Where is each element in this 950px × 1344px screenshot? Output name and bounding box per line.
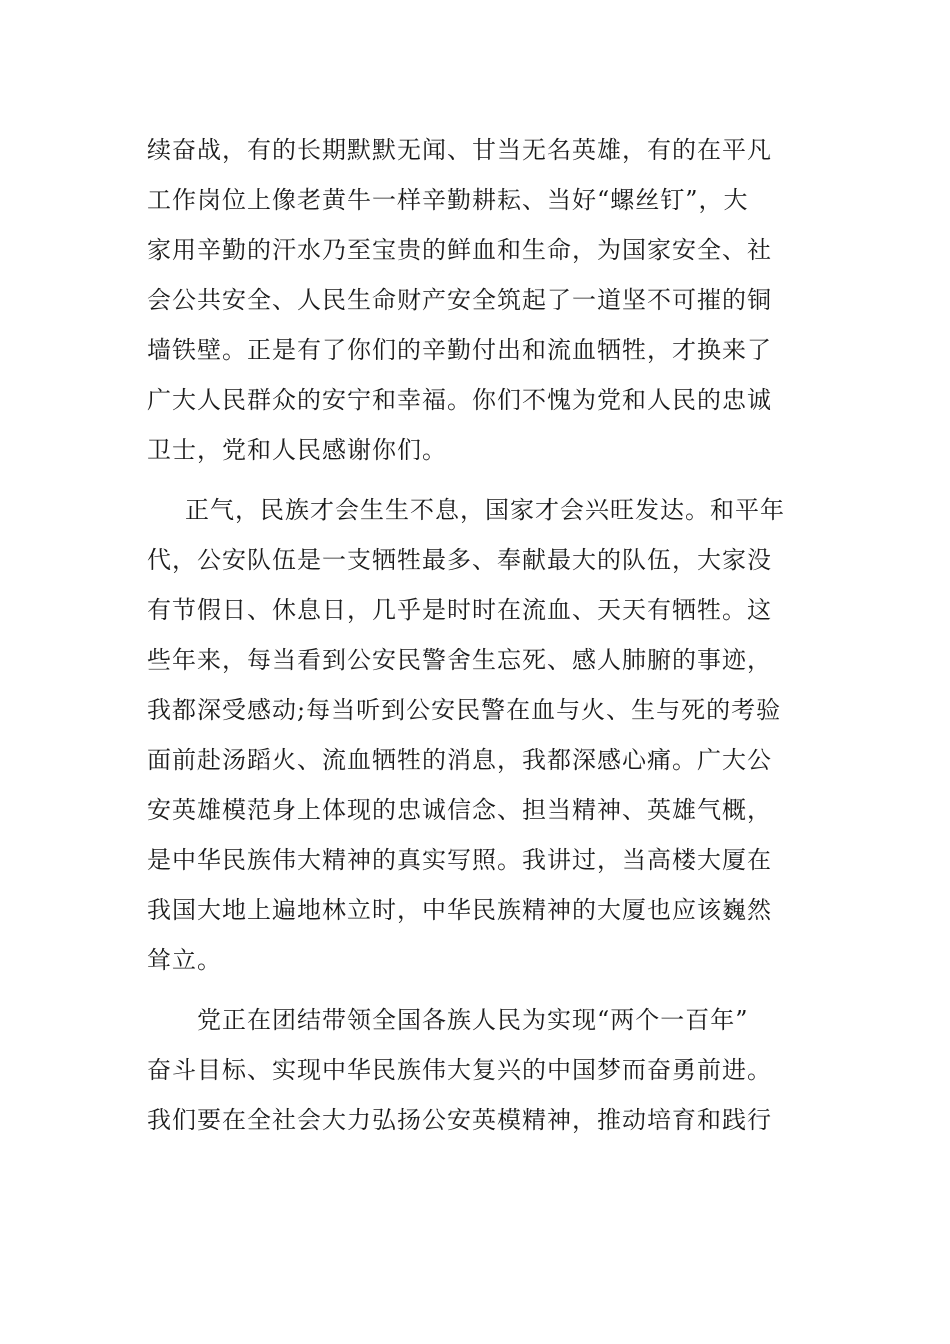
paragraph-3-line-1: 党正在团结带领全国各族人民为实现“两个一百年” (197, 1006, 749, 1034)
paragraph-1-line-7: 卫士，党和人民感谢你们。 (147, 436, 447, 464)
paragraph-3-line-2: 奋斗目标、实现中华民族伟大复兴的中国梦而奋勇前进。 (147, 1056, 772, 1084)
paragraph-2-line-3: 有节假日、休息日，几乎是时时在流血、天天有牺牲。这 (147, 596, 772, 624)
paragraph-1-line-2: 工作岗位上像老黄牛一样辛勤耕耘、当好“螺丝钉”，大 (147, 186, 749, 214)
paragraph-1-line-4: 会公共安全、人民生命财产安全筑起了一道坚不可摧的铜 (147, 286, 772, 314)
paragraph-1-line-3: 家用辛勤的汗水乃至宝贵的鲜血和生命，为国家安全、社 (147, 236, 772, 264)
paragraph-2-line-1: 正气，民族才会生生不息，国家才会兴旺发达。和平年 (185, 496, 785, 524)
paragraph-2-line-8: 是中华民族伟大精神的真实写照。我讲过，当高楼大厦在 (147, 846, 772, 874)
paragraph-2-line-7: 安英雄模范身上体现的忠诚信念、担当精神、英雄气概， (147, 796, 772, 824)
paragraph-3-line-3: 我们要在全社会大力弘扬公安英模精神，推动培育和践行 (147, 1106, 772, 1134)
paragraph-2-line-10: 耸立。 (147, 946, 222, 974)
paragraph-2-line-2: 代，公安队伍是一支牺牲最多、奉献最大的队伍，大家没 (147, 546, 772, 574)
paragraph-1-line-1: 续奋战，有的长期默默无闻、甘当无名英雄，有的在平凡 (147, 136, 772, 164)
paragraph-2-line-5: 我都深受感动;每当听到公安民警在血与火、生与死的考验 (147, 696, 782, 724)
paragraph-2-line-4: 些年来，每当看到公安民警舍生忘死、感人肺腑的事迹， (147, 646, 772, 674)
paragraph-1-line-5: 墙铁壁。正是有了你们的辛勤付出和流血牺牲，才换来了 (147, 336, 772, 364)
paragraph-2-line-6: 面前赴汤蹈火、流血牺牲的消息，我都深感心痛。广大公 (147, 746, 772, 774)
paragraph-2-line-9: 我国大地上遍地林立时，中华民族精神的大厦也应该巍然 (147, 896, 772, 924)
paragraph-1-line-6: 广大人民群众的安宁和幸福。你们不愧为党和人民的忠诚 (147, 386, 772, 414)
